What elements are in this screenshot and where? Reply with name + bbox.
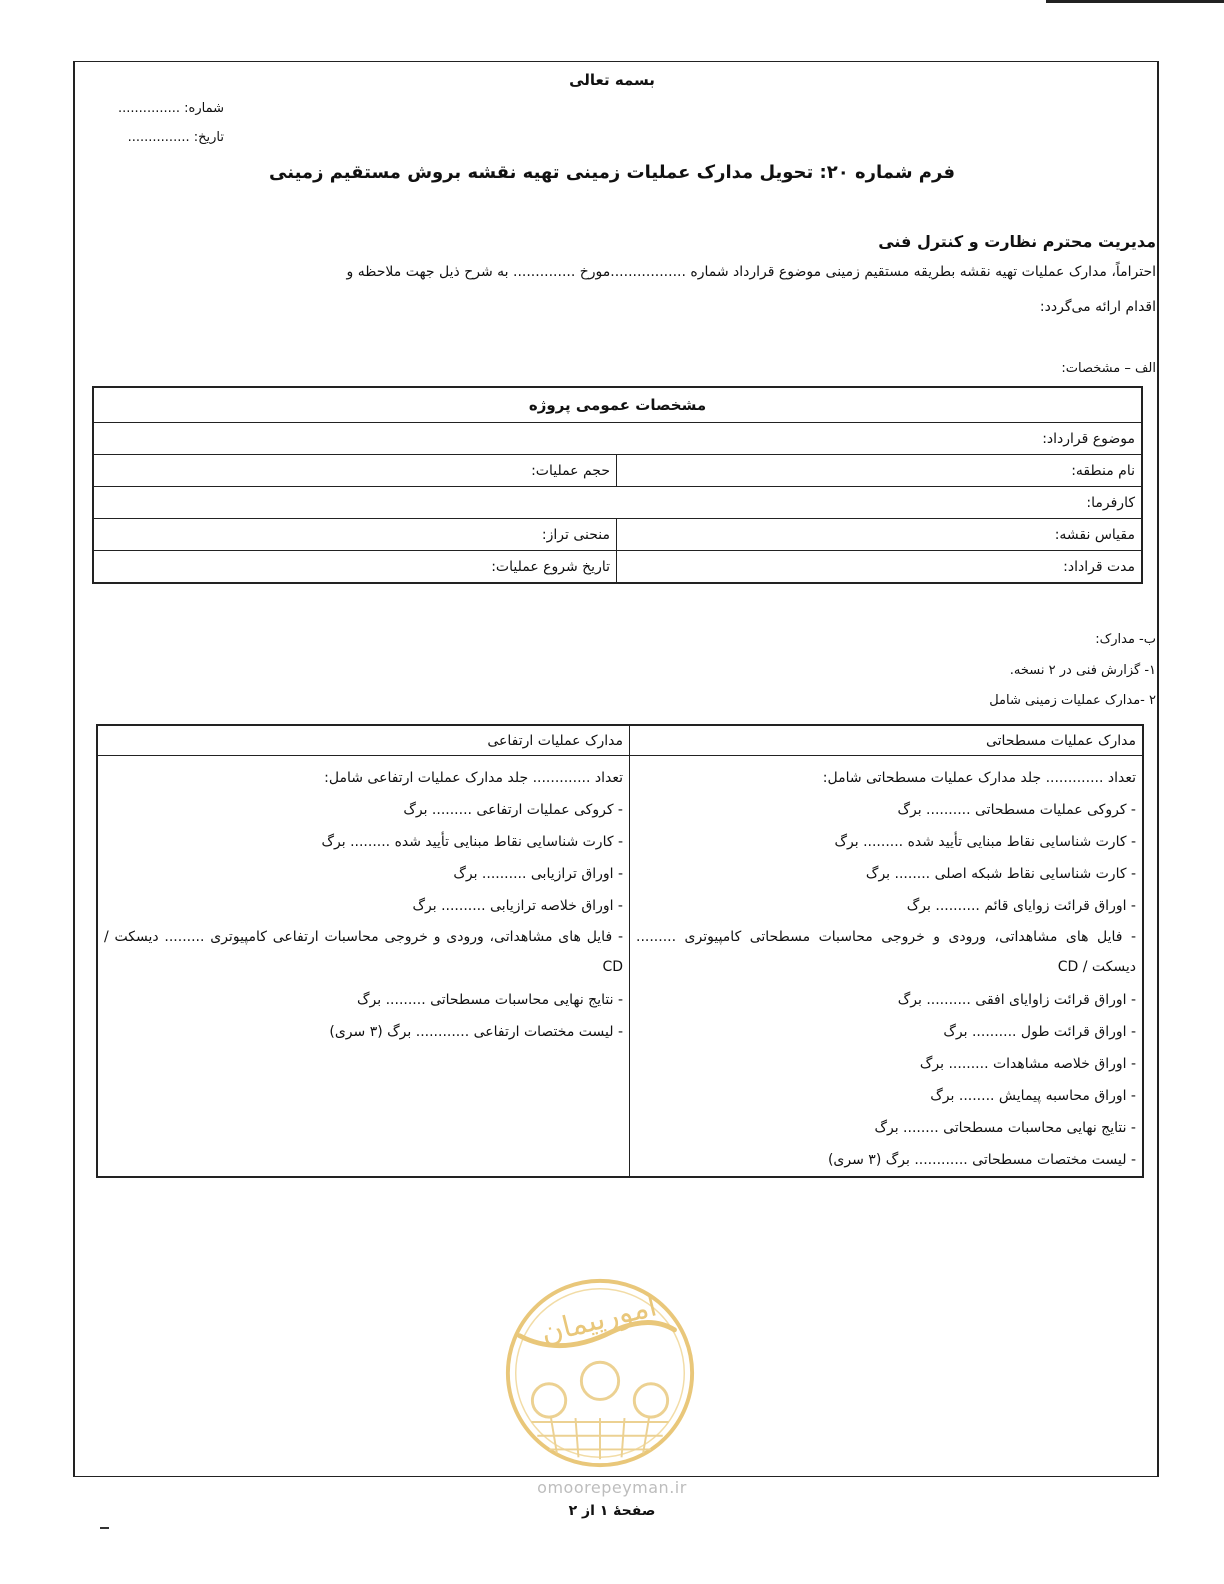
intro-line-1: احتراماً، مدارک عملیات تهیه نقشه بطریقه مستقیم زمینی موضوع قرارداد شماره .................مورخ .............. به شرح ذیل جهت ملاحظه و [346,264,1156,280]
corner-rule [1046,0,1224,3]
list-item: - کروکی عملیات ارتفاعی ......... برگ [403,802,623,818]
horizontal-docs-list [630,756,1144,1178]
list-item: - اوراق خلاصه مشاهدات ......... برگ [919,1056,1136,1072]
contour-interval-cell: منحنی تراز: [93,519,617,551]
list-item: تعداد ............. جلد مدارک عملیات ارتفاعی شامل: [324,770,623,786]
list-item: - نتایج نهایی محاسبات مسطحاتی ........ برگ [874,1120,1136,1136]
horizontal-docs-header: مدارک عملیات مسطحاتی [630,725,1144,756]
general-specs-table [92,386,1143,584]
list-item: - لیست مختصات ارتفاعی ............ برگ (۳ سری) [329,1024,623,1040]
list-item: - کارت شناسایی نقاط مبنایی تأیید شده ......... برگ [321,834,623,850]
date-label: تاریخ: [193,130,224,145]
list-item: - فایل های مشاهداتی، ورودی و خروجی محاسبات ارتفاعی کامپیوتری ......... دیسکت / CD [104,929,623,975]
start-date-cell: تاریخ شروع عملیات: [93,551,617,584]
list-item: - فایل های مشاهداتی، ورودی و خروجی محاسبات مسطحاتی کامپیوتری ......... دیسکت / CD [636,929,1136,975]
contract-subject-cell: موضوع قرارداد: [93,423,1142,455]
list-item: - نتایج نهایی محاسبات مسطحاتی ......... برگ [357,992,623,1008]
list-item: - اوراق محاسبه پیمایش ........ برگ [930,1088,1136,1104]
number-field [118,101,224,116]
technical-report-item: ۱- گزارش فنی در ۲ نسخه. [1009,663,1156,678]
stamp-gears [532,1362,667,1417]
list-item: - کارت شناسایی نقاط شبکه اصلی ........ برگ [865,866,1136,882]
list-item: - اوراق قرائت زاوایای افقی .......... برگ [897,992,1136,1008]
list-item: - اوراق قرائت طول .......... برگ [943,1024,1136,1040]
list-item: - اوراق ترازیابی .......... برگ [453,866,623,882]
ground-documents-item: ۲ -مدارک عملیات زمینی شامل [989,693,1156,708]
map-scale-cell: مقیاس نقشه: [617,519,1143,551]
bismillah-heading: بسمه تعالی [569,71,655,89]
list-item: - اوراق قرائت زوایای قائم .......... برگ [906,898,1136,914]
employer-cell: کارفرما: [93,487,1142,519]
documents-table [96,724,1144,1178]
list-item: تعداد ............. جلد مدارک عملیات مسطحاتی شامل: [822,770,1136,786]
contract-duration-cell: مدت قراداد: [617,551,1143,584]
date-field [128,130,224,145]
list-item: - کروکی عملیات مسطحاتی .......... برگ [897,802,1136,818]
watermark-url: omoorepeyman.ir [537,1478,687,1497]
list-item: - اوراق خلاصه ترازیابی .......... برگ [412,898,623,914]
region-name-cell: نام منطقه: [617,455,1143,487]
section-a-title: الف – مشخصات: [1061,361,1156,376]
omoor-peyman-logo-stamp [502,1275,698,1471]
page-number: صفحهٔ ۱ از ۲ [568,1503,656,1519]
number-label: شماره: [184,101,224,116]
intro-line-2: اقدام ارائه می‌گردد: [1039,299,1156,315]
vertical-docs-list [97,756,630,1178]
section-b-title: ب- مدارک: [1095,632,1156,647]
list-item: - کارت شناسایی نقاط مبنایی تأیید شده ......... برگ [834,834,1136,850]
form-title: فرم شماره ۲۰: تحویل مدارک عملیات زمینی تهیه نقشه بروش مستقیم زمینی [269,162,955,183]
number-dots: ............... [118,101,181,116]
stamp-lettering: امورپیمان [537,1288,661,1350]
scan-mark [100,1527,109,1529]
list-item: - لیست مختصات مسطحاتی ............ برگ (۳ سری) [827,1152,1136,1168]
vertical-docs-header: مدارک عملیات ارتفاعی [97,725,630,756]
addressee: مدیریت محترم نظارت و کنترل فنی [878,232,1156,251]
date-dots: ............... [127,130,190,145]
operation-volume-cell: حجم عملیات: [93,455,617,487]
general-table-header: مشخصات عمومی پروژه [93,387,1142,423]
